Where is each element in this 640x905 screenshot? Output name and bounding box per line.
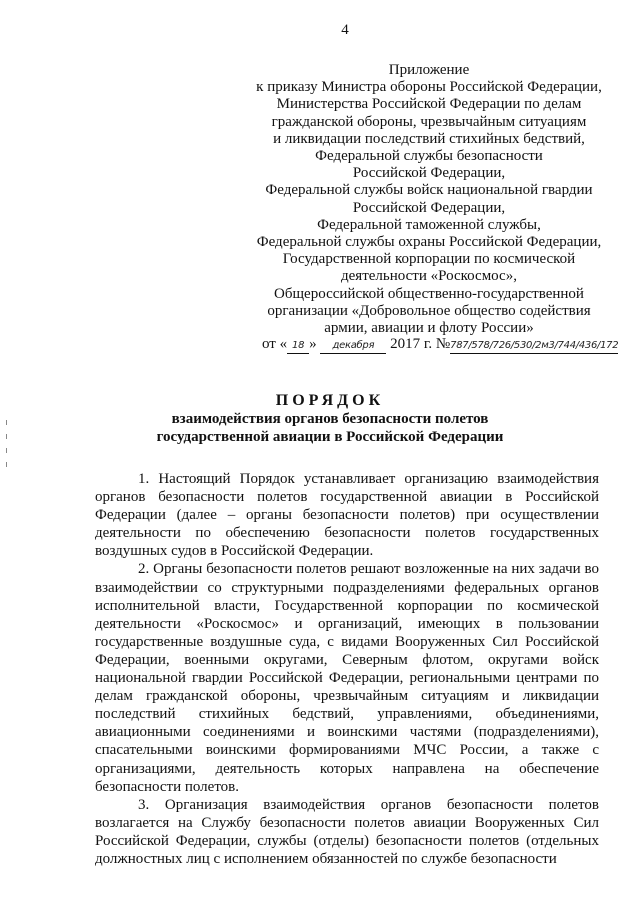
paragraph: 1. Настоящий Порядок устанавливает организацию взаимодействия органов безопасности полетов государственной авиации в Российской Федерации (далее – органы безопасности полетов) при осуществлении деятельности по обеспечению безопасности полетов государственных воздушных судов в Российской Федерации. [95, 471, 599, 560]
order-month: декабря [320, 337, 386, 354]
appendix-header [248, 62, 610, 337]
paragraph: 3. Организация взаимодействия органов безопасности полетов возлагается на Службу безопасности полетов авиации Вооруженных Сил Российской Федерации, службы (отделы) безопасности полетов (отдельных должностных лиц с исполнением обязанностей по службе безопасности [95, 796, 599, 867]
subtitle-line: взаимодействия органов безопасности полетов [171, 411, 489, 427]
appendix-line: организации «Добровольное общество содействия [267, 302, 591, 319]
appendix-line: Министерства Российской Федерации по делам [276, 96, 582, 113]
document-title: ПОРЯДОК [275, 392, 385, 409]
appendix-line: Федеральной службы войск национальной гвардии [265, 182, 593, 199]
appendix-line: Приложение [388, 62, 470, 78]
appendix-line: Российской Федерации, [352, 199, 506, 216]
order-number: 787/578/726/530/2м3/744/436/172 [450, 337, 618, 354]
order-day-close: » [309, 336, 317, 352]
page-number: 4 [341, 22, 349, 38]
appendix-line: деятельности «Роскосмос», [341, 268, 517, 285]
appendix-line: к приказу Министра обороны Российской Федерации, [256, 79, 602, 96]
appendix-line: Общероссийской общественно-государственной [274, 285, 584, 302]
document-body [95, 470, 599, 868]
appendix-line: Федеральной службы безопасности [315, 148, 543, 165]
appendix-line: Российской Федерации, [352, 165, 506, 182]
subtitle-line: государственной авиации в Российской Федерации [156, 428, 504, 445]
order-number-label: № [435, 336, 451, 352]
appendix-line: гражданской обороны, чрезвычайным ситуациям [271, 113, 587, 130]
order-day: 18 [287, 337, 309, 354]
order-year: 2017 г. [390, 336, 433, 352]
document-subtitle [0, 411, 640, 446]
margin-punch-marks [6, 420, 10, 480]
appendix-line: и ликвидации последствий стихийных бедствий, [273, 130, 585, 147]
appendix-line: Федеральной службы охраны Российской Федерации, [256, 234, 602, 251]
order-from-label: от « [262, 336, 288, 352]
order-date-number [262, 336, 618, 354]
paragraph: 2. Органы безопасности полетов решают возложенные на них задачи во взаимодействии со структурными подразделениями федеральных органов исполнительной власти, Государственной корпорации по космической деятельности «Роскосмос» и организаций, имеющих в пользовании государственные воздушные суда, с видами Вооруженных Сил Российской Федерации, военными округами, Северным флотом, округами войск национальной гвардии Российской Федерации, региональными центрами по делам гражданской обороны, чрезвычайным ситуациям и ликвидации последствий стихийных бедствий, управлениями, объединениями, авиационными соединениями и воинскими частями (подразделениями), спасательными воинскими формированиями МЧС России, а также с организациями, деятельность которых направлена на обеспечение безопасности полетов. [95, 561, 599, 795]
appendix-line: армии, авиации и флоту России» [324, 320, 534, 337]
appendix-line: Государственной корпорации по космической [282, 251, 576, 268]
appendix-line: Федеральной таможенной службы, [317, 216, 541, 233]
